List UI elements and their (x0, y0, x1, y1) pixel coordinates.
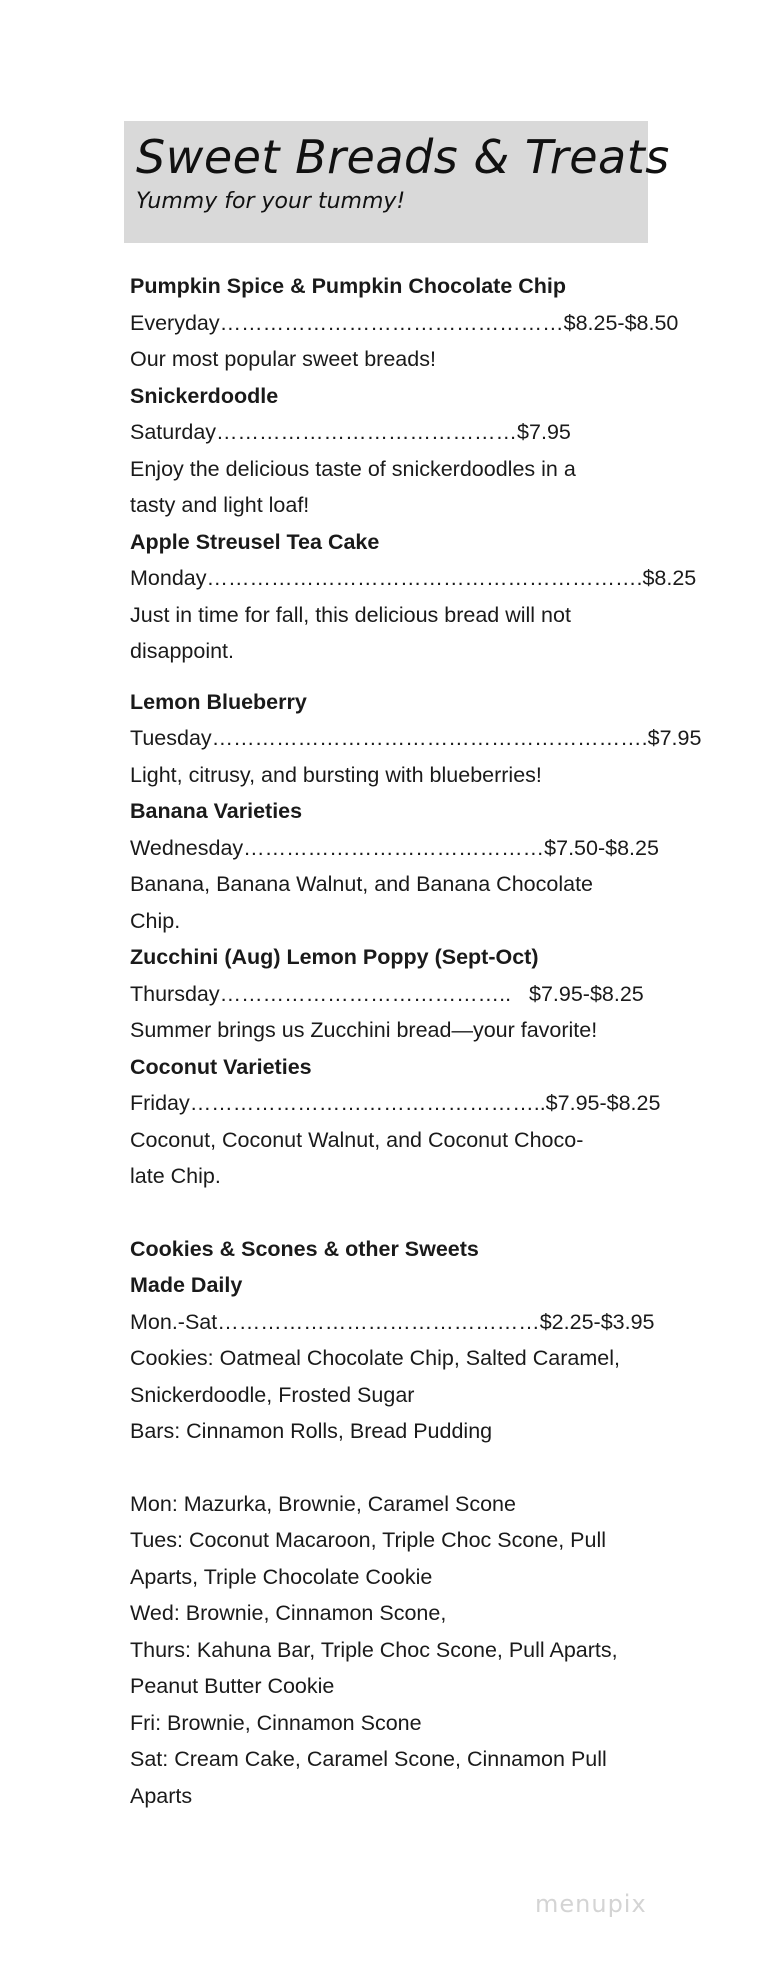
item-description-coconut-cont: late Chip. (130, 1164, 221, 1188)
item-description-snickerdoodle-cont: tasty and light loaf! (130, 493, 310, 517)
daily-line: Aparts (130, 1783, 193, 1808)
item-description-banana: Banana, Banana Walnut, and Banana Chocolate (130, 872, 593, 896)
item-name-banana: Banana Varieties (130, 799, 303, 823)
item-schedule-banana: Wednesday……………………………………$7.50-$8.25 (130, 835, 659, 860)
item-name-zucchini: Zucchini (Aug) Lemon Poppy (Sept-Oct) (130, 945, 539, 969)
spacer (130, 1195, 650, 1231)
spacer (130, 670, 650, 684)
daily-line: Peanut Butter Cookie (130, 1674, 335, 1698)
sweets-schedule: Mon.-Sat………………………………………$2.25-$3.95 (130, 1309, 655, 1334)
item-name-coconut: Coconut Varieties (130, 1054, 312, 1079)
item-description-pumpkin: Our most popular sweet breads! (130, 347, 436, 371)
item-description-zucchini: Summer brings us Zucchini bread—your favorite! (130, 1018, 598, 1042)
daily-line: Aparts, Triple Chocolate Cookie (130, 1564, 433, 1589)
sweets-line: Snickerdoodle, Frosted Sugar (130, 1382, 415, 1407)
menu-subtitle: Yummy for your tummy! (136, 189, 406, 215)
menu-header (124, 121, 670, 243)
item-schedule-snickerdoodle: Saturday……………………………………$7.95 (130, 420, 571, 444)
daily-line: Thurs: Kahuna Bar, Triple Choc Scone, Pull Aparts, (130, 1637, 618, 1662)
daily-line: Sat: Cream Cake, Caramel Scone, Cinnamon Pull (130, 1747, 607, 1771)
spacer (130, 1450, 650, 1486)
item-schedule-zucchini: Thursday………………………………….. $7.95-$8.25 (130, 981, 644, 1006)
menu-content (130, 268, 702, 1814)
item-name-lemon-blueberry: Lemon Blueberry (130, 689, 307, 714)
sweets-subtitle: Made Daily (130, 1273, 243, 1297)
item-description-lemon-blueberry: Light, citrusy, and bursting with blueberries! (130, 762, 542, 787)
daily-line: Wed: Brownie, Cinnamon Scone, (130, 1601, 447, 1625)
menu-title: Sweet Breads & Treats (136, 130, 670, 184)
daily-line: Mon: Mazurka, Brownie, Caramel Scone (130, 1491, 516, 1516)
item-schedule-lemon-blueberry: Tuesday…………………………………………………….$7.95 (130, 726, 702, 750)
item-schedule-pumpkin: Everyday…………………………………………$8.25-$8.50 (130, 310, 679, 335)
daily-line: Tues: Coconut Macaroon, Triple Choc Scone, Pull (130, 1528, 607, 1552)
sweets-line: Bars: Cinnamon Rolls, Bread Pudding (130, 1419, 493, 1443)
daily-line: Fri: Brownie, Cinnamon Scone (130, 1710, 422, 1735)
item-description-coconut: Coconut, Coconut Walnut, and Coconut Choco- (130, 1127, 584, 1152)
item-name-pumpkin: Pumpkin Spice & Pumpkin Chocolate Chip (130, 274, 567, 298)
sweets-line: Cookies: Oatmeal Chocolate Chip, Salted Caramel, (130, 1346, 620, 1370)
item-description-apple-cont: disappoint. (130, 639, 234, 663)
item-description-banana-cont: Chip. (130, 908, 181, 933)
item-description-apple: Just in time for fall, this delicious bread will not (130, 602, 571, 627)
item-description-snickerdoodle: Enjoy the delicious taste of snickerdoodles in a (130, 456, 576, 481)
item-name-snickerdoodle: Snickerdoodle (130, 383, 279, 408)
sweets-title: Cookies & Scones & other Sweets (130, 1236, 479, 1261)
item-schedule-coconut: Friday…………………………………………..$7.95-$8.25 (130, 1091, 661, 1115)
watermark-logo: menupix (535, 1890, 647, 1918)
item-name-apple: Apple Streusel Tea Cake (130, 529, 380, 554)
item-schedule-apple: Monday…………………………………………………….$8.25 (130, 566, 697, 590)
